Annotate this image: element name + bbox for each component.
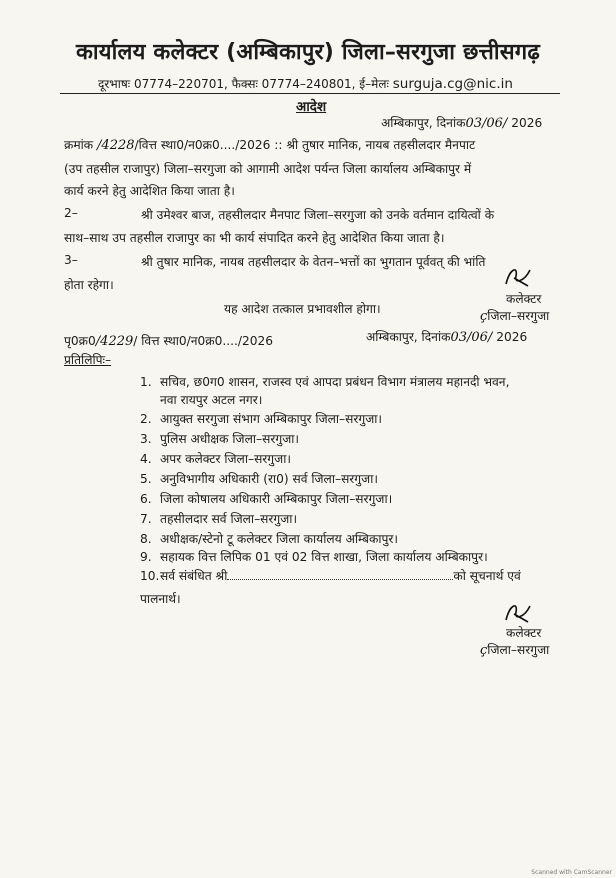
copy-number: पृ0क्र0/4229/ वित्त स्था0/न0क्र0..../2026 (64, 334, 274, 349)
copy-item: 3. पुलिस अधीक्षक जिला–सरगुजा। (140, 432, 300, 446)
para-2-line-2: साथ–साथ उप तहसील राजापुर का भी कार्य संपादित करने हेतु आदेशित किया जाता है। (64, 231, 445, 245)
para-2-line-1: श्री उमेश्वर बाज, तहसीलदार मैनपाट जिला–सरगुजा को उनके वर्तमान दायित्वों के (141, 208, 495, 222)
copy-number-handwritten: /4229 (95, 334, 134, 349)
para-3-line-2: होता रहेगा। (64, 278, 114, 292)
copy-item-10: 10.सर्व संबंधित श्री को सूचनार्थ एवं (140, 569, 521, 583)
contact-email: surguja.cg@nic.in (392, 76, 513, 92)
copy-item: 9. सहायक वित्त लिपिक 01 एवं 02 वित्त शाखा, जिला कार्यालय अम्बिकापुर। (140, 550, 488, 564)
copy-item: 8. अधीक्षक/स्टेनो टू कलेक्टर जिला कार्यालय अम्बिकापुर। (140, 532, 398, 546)
order-date-handwritten: 03/06/ (465, 116, 508, 131)
para-3-number: 3– (64, 253, 78, 267)
signer-district: çजिला–सरगुजा (480, 309, 550, 324)
blank-line (227, 569, 453, 580)
letterhead-title: कार्यालय कलेक्टर (अम्बिकापुर) जिला–सरगुजा छत्तीसगढ़ (76, 40, 540, 65)
copy-date: अम्बिकापुर, दिनांक03/06/ 2026 (366, 330, 528, 345)
copy-item: 2. आयुक्त सरगुजा संभाग अम्बिकापुर जिला–सरगुजा। (140, 412, 383, 426)
copy-item: नवा रायपुर अटल नगर। (160, 393, 263, 407)
copy-item-10-cont: पालनार्थ। (140, 592, 181, 606)
order-line-2: (उप तहसील राजापुर) जिला–सरगुजा को आगामी आदेश पर्यन्त जिला कार्यालय अम्बिकापुर में (64, 162, 472, 176)
copy-item: 5. अनुविभागीय अधिकारी (रा0) सर्व जिला–सरगुजा। (140, 472, 378, 486)
order-number-handwritten: /4228 (97, 138, 135, 153)
contact-text: दूरभाषः 07774–220701, फैक्सः 07774–240801, ई–मेलः (98, 77, 389, 91)
signer-title: कलेक्टर (506, 292, 542, 306)
copy-signer-district: çजिला–सरगुजा (480, 643, 550, 658)
effective-statement: यह आदेश तत्काल प्रभावशील होगा। (224, 302, 381, 316)
copy-signer-title: कलेक्टर (506, 626, 542, 640)
order-date: अम्बिकापुर, दिनांक03/06/ 2026 (381, 116, 543, 131)
copy-item: 7. तहसीलदार सर्व जिला–सरगुजा। (140, 512, 298, 526)
order-heading: आदेश (296, 99, 327, 115)
letterhead-rule (60, 93, 560, 94)
para-3-line-1: श्री तुषार मानिक, नायब तहसीलदार के वेतन–भत्तों का भुगतान पूर्ववत् की भांति (141, 255, 486, 269)
watermark: Scanned with CamScanner (531, 869, 612, 876)
copy-item: 4. अपर कलेक्टर जिला–सरगुजा। (140, 452, 291, 466)
copy-date-handwritten: 03/06/ (450, 330, 493, 345)
order-line-3: कार्य करने हेतु आदेशित किया जाता है। (64, 184, 235, 198)
copy-heading: प्रतिलिपिः– (64, 353, 112, 367)
order-line-1: क्रमांक /4228/वित्त स्था0/न0क्र0..../2026 :: श्री तुषार मानिक, नायब तहसीलदार मैनपाट (64, 138, 476, 153)
copy-item: 6. जिला कोषालय अधिकारी अम्बिकापुर जिला–सरगुजा। (140, 492, 393, 506)
copy-item: 1. सचिव, छ0ग0 शासन, राजस्व एवं आपदा प्रबंधन विभाग मंत्रालय महानदी भवन, (140, 375, 510, 389)
para-2-number: 2– (64, 206, 78, 220)
letterhead-contact (98, 75, 513, 92)
signature-mark (500, 262, 540, 292)
